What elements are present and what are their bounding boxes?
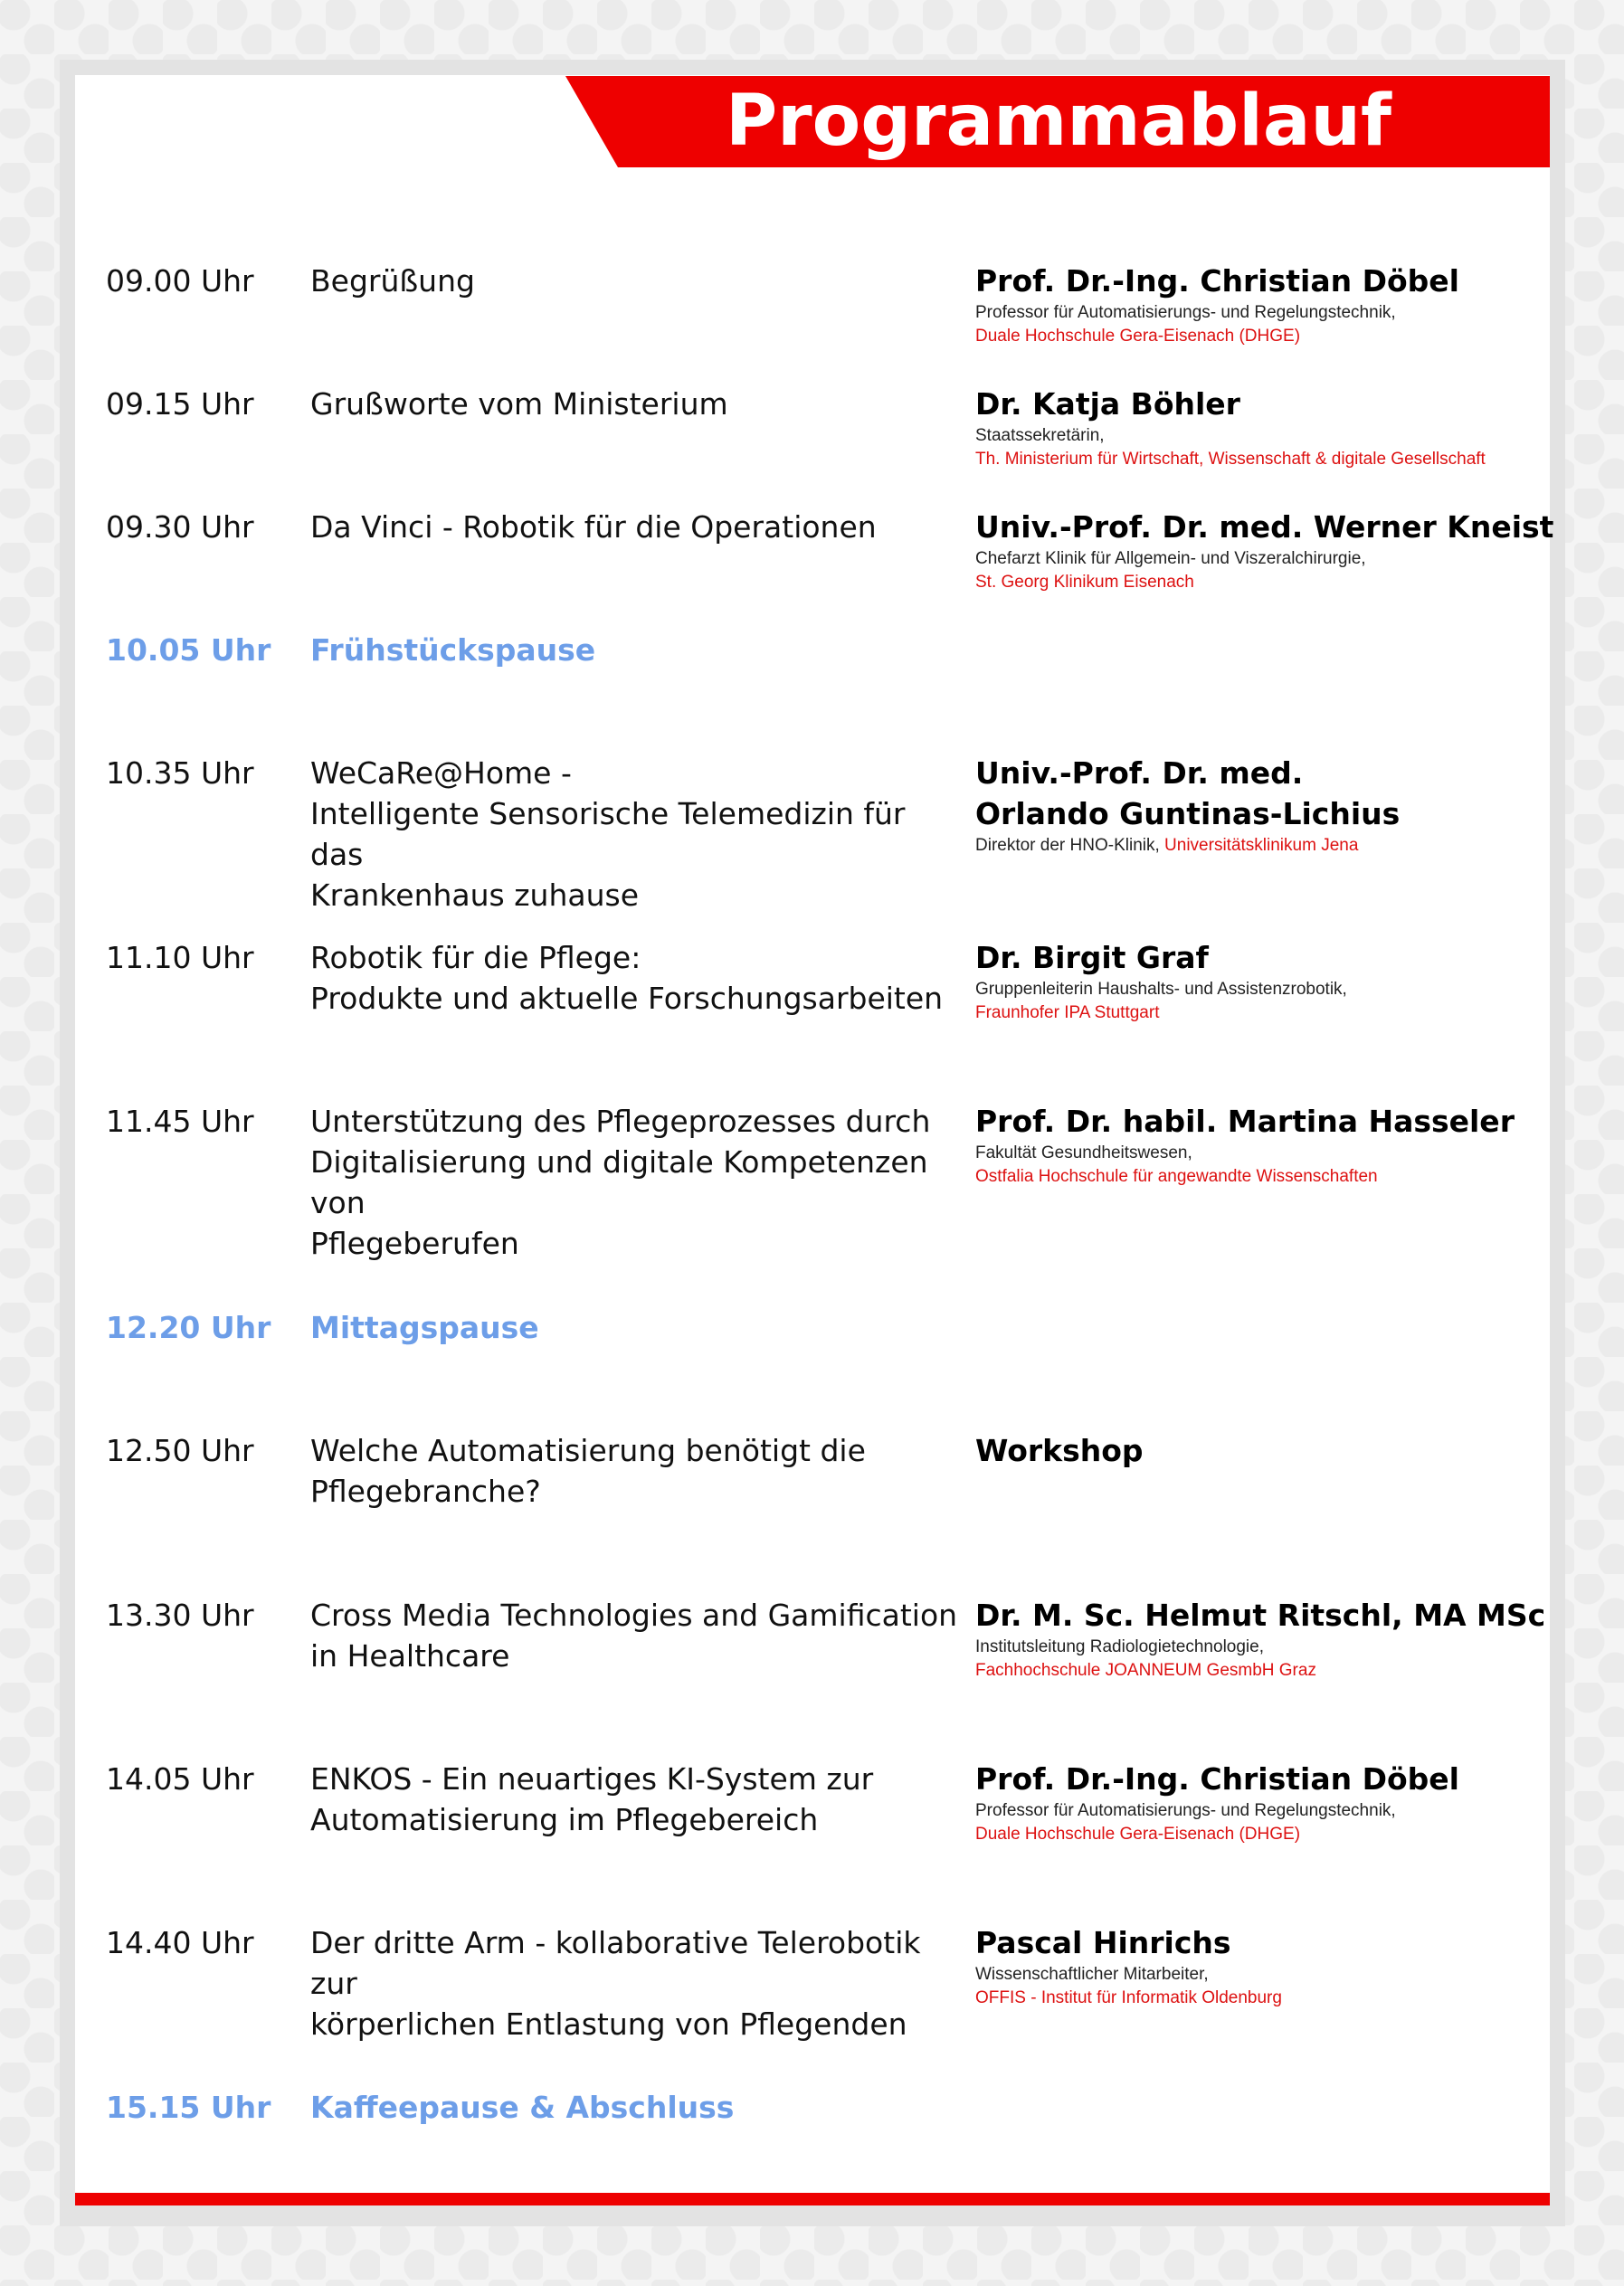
speaker-role: Fakultät Gesundheitswesen,: [975, 1143, 1192, 1162]
speaker-name: Orlando Guntinas-Lichius: [975, 796, 1401, 831]
row-topic: [310, 1759, 962, 1840]
row-time: 14.05 Uhr: [106, 1761, 254, 1797]
speaker-name: Dr. Katja Böhler: [975, 386, 1240, 422]
row-topic: [310, 1922, 962, 2044]
row-time: 15.15 Uhr: [106, 2090, 271, 2125]
row-topic: [310, 1430, 962, 1512]
speaker-name: Prof. Dr.-Ing. Christian Döbel: [975, 263, 1459, 299]
row-time: 13.30 Uhr: [106, 1598, 254, 1633]
speaker-name: Pascal Hinrichs: [975, 1925, 1231, 1960]
topic-line: Automatisierung im Pflegebereich: [310, 1802, 819, 1837]
speaker-name: Dr. M. Sc. Helmut Ritschl, MA MSc: [975, 1598, 1546, 1633]
topic-line: Unterstützung des Pflegeprozesses durch: [310, 1104, 931, 1139]
row-topic: Da Vinci - Robotik für die Operationen: [310, 509, 877, 545]
topic-line: Welche Automatisierung benötigt die: [310, 1433, 866, 1468]
speaker-institution: Th. Ministerium für Wirtschaft, Wissenschaft & digitale Gesellschaft: [975, 450, 1486, 469]
topic-line: WeCaRe@Home -: [310, 755, 572, 791]
row-speaker: [975, 507, 1554, 594]
row-topic: Frühstückspause: [310, 632, 596, 668]
row-speaker: [975, 1595, 1554, 1683]
speaker-role: Professor für Automatisierungs- und Regelungstechnik,: [975, 1801, 1396, 1820]
row-time: 10.05 Uhr: [106, 632, 271, 668]
topic-line: in Healthcare: [310, 1638, 510, 1674]
speaker-institution: Universitätsklinikum Jena: [1164, 836, 1359, 855]
row-speaker: [975, 753, 1554, 858]
topic-line: Produkte und aktuelle Forschungsarbeiten: [310, 981, 944, 1016]
row-time: 09.30 Uhr: [106, 509, 254, 545]
speaker-name: Prof. Dr. habil. Martina Hasseler: [975, 1104, 1515, 1139]
topic-line: Intelligente Sensorische Telemedizin für das: [310, 796, 906, 872]
topic-line: Robotik für die Pflege:: [310, 940, 641, 975]
row-topic: [310, 1101, 962, 1264]
topic-line: Pflegebranche?: [310, 1474, 541, 1509]
speaker-role: Staatssekretärin,: [975, 426, 1105, 445]
row-time: 12.20 Uhr: [106, 1310, 271, 1345]
row-speaker: [975, 937, 1554, 1025]
row-time: 14.40 Uhr: [106, 1925, 254, 1960]
row-time: 11.45 Uhr: [106, 1104, 254, 1139]
speaker-name: Dr. Birgit Graf: [975, 940, 1209, 975]
speaker-role: Professor für Automatisierungs- und Regelungstechnik,: [975, 303, 1396, 322]
speaker-name: Prof. Dr.-Ing. Christian Döbel: [975, 1761, 1459, 1797]
row-speaker: [975, 261, 1554, 348]
speaker-role: Wissenschaftlicher Mitarbeiter,: [975, 1965, 1209, 1984]
row-time: 10.35 Uhr: [106, 755, 254, 791]
row-speaker: [975, 1101, 1554, 1189]
speaker-institution: Fraunhofer IPA Stuttgart: [975, 1003, 1160, 1022]
speaker-institution: Fachhochschule JOANNEUM GesmbH Graz: [975, 1661, 1316, 1680]
row-speaker: [975, 1759, 1554, 1846]
speaker-name: Univ.-Prof. Dr. med.: [975, 755, 1304, 791]
row-topic: Kaffeepause & Abschluss: [310, 2090, 735, 2125]
row-speaker: [975, 1430, 1554, 1471]
topic-line: Cross Media Technologies and Gamification: [310, 1598, 958, 1633]
speaker-institution: Ostfalia Hochschule für angewandte Wissenschaften: [975, 1167, 1378, 1186]
speaker-role: Institutsleitung Radiologietechnologie,: [975, 1637, 1264, 1656]
speaker-institution: Duale Hochschule Gera-Eisenach (DHGE): [975, 1825, 1301, 1844]
speaker-role: Gruppenleiterin Haushalts- und Assistenzrobotik,: [975, 980, 1347, 999]
topic-line: Der dritte Arm - kollaborative Telerobotik zur: [310, 1925, 921, 2001]
speaker-institution: St. Georg Klinikum Eisenach: [975, 573, 1194, 592]
row-time: 09.00 Uhr: [106, 263, 254, 299]
row-topic: [310, 1595, 962, 1676]
speaker-role: Direktor der HNO-Klinik,: [975, 836, 1165, 855]
row-topic: [310, 937, 962, 1019]
row-topic: Grußworte vom Ministerium: [310, 386, 728, 422]
speaker-role: Chefarzt Klinik für Allgemein- und Viszeralchirurgie,: [975, 549, 1366, 568]
row-time: 09.15 Uhr: [106, 386, 254, 422]
speaker-institution: Duale Hochschule Gera-Eisenach (DHGE): [975, 327, 1301, 346]
topic-line: ENKOS - Ein neuartiges KI-System zur: [310, 1761, 874, 1797]
topic-line: Pflegeberufen: [310, 1226, 519, 1261]
row-time: 12.50 Uhr: [106, 1433, 254, 1468]
speaker-institution: OFFIS - Institut für Informatik Oldenburg: [975, 1988, 1282, 2007]
row-speaker: [975, 384, 1554, 471]
row-topic: [310, 753, 962, 915]
topic-line: körperlichen Entlastung von Pflegenden: [310, 2006, 907, 2042]
speaker-name: Univ.-Prof. Dr. med. Werner Kneist: [975, 509, 1554, 545]
row-time: 11.10 Uhr: [106, 940, 254, 975]
row-topic: Mittagspause: [310, 1310, 539, 1345]
speaker-name: Workshop: [975, 1433, 1144, 1468]
row-topic: Begrüßung: [310, 263, 475, 299]
bottom-accent-bar: [75, 2193, 1550, 2205]
row-speaker: [975, 1922, 1554, 2010]
topic-line: Krankenhaus zuhause: [310, 877, 640, 913]
speaker-role-line: [975, 834, 1554, 858]
page-title: Programmablauf: [725, 81, 1391, 162]
topic-line: Digitalisierung und digitale Kompetenzen von: [310, 1144, 928, 1220]
